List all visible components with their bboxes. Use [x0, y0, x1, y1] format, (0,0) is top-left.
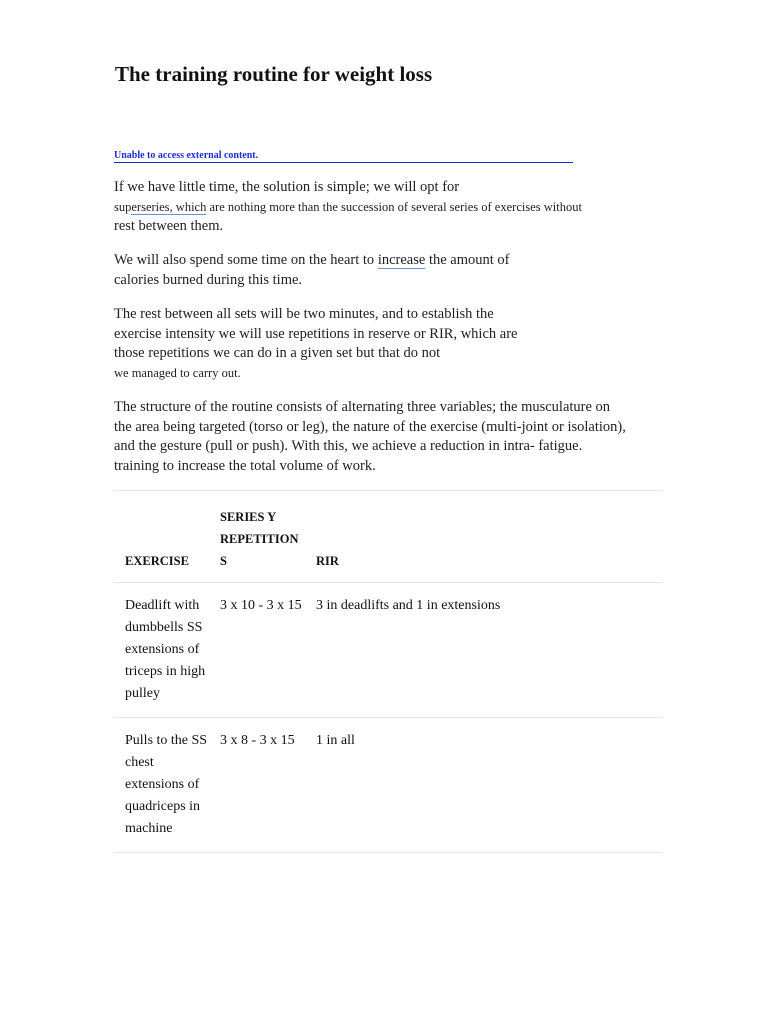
paragraph-line: exercise intensity we will use repetitions in reserve or RIR, which are	[114, 325, 518, 342]
table-row	[114, 583, 662, 718]
cell-rir: 3 in deadlifts and 1 in extensions	[316, 598, 501, 613]
page-title: The training routine for weight loss	[115, 62, 433, 86]
text-fragment: are nothing more than the succession of several series of exercises without	[206, 199, 582, 214]
paragraph-line: the area being targeted (torso or leg), the nature of the exercise (multi-joint or isolation),	[114, 418, 626, 435]
cell-series: 3 x 8 - 3 x 15	[220, 733, 295, 748]
cell-rir: 1 in all	[316, 733, 355, 748]
paragraph-line: and the gesture (pull or push). With this, we achieve a reduction in intra- fatigue.	[114, 438, 583, 454]
cell-exercise: Deadlift with dumbbells SS extensions of triceps in high pulley	[125, 598, 206, 701]
header-line: SERIES Y	[220, 510, 277, 524]
paragraph-line: we managed to carry out.	[114, 365, 241, 380]
spellcheck-underline-superseries: erseries, which	[131, 199, 207, 214]
paragraph-line: If we have little time, the solution is simple; we will opt for	[114, 179, 460, 195]
text-fragment: We will also spend some time on the heart to	[114, 252, 378, 268]
cell-series: 3 x 10 - 3 x 15	[220, 598, 302, 613]
paragraph-line: training to increase the total volume of work.	[114, 457, 376, 474]
table-header-row	[114, 491, 662, 583]
text-fragment: the amount of	[425, 252, 510, 268]
routine-table	[114, 490, 662, 853]
paragraph-structure	[114, 398, 626, 476]
paragraph-line: calories burned during this time.	[114, 271, 303, 288]
paragraph-line: The structure of the routine consists of alternating three variables; the musculature on	[114, 399, 611, 415]
header-line: S	[220, 554, 227, 568]
header-rir: RIR	[316, 554, 339, 568]
paragraph-line: The rest between all sets will be two minutes, and to establish the	[114, 306, 494, 322]
header-line: REPETITION	[220, 532, 299, 546]
text-fragment: sup	[114, 199, 132, 214]
paragraph-line: rest between them.	[114, 218, 224, 234]
header-series-repetitions	[209, 491, 305, 583]
spellcheck-underline-increase: increase	[377, 252, 426, 268]
table-row	[114, 718, 662, 853]
paragraph-supersets	[114, 178, 582, 237]
paragraph-rest-rir	[114, 305, 517, 383]
paragraph-line: those repetitions we can do in a given set but that do not	[114, 345, 441, 361]
paragraph-cardio	[114, 251, 509, 290]
cell-exercise: Pulls to the SS chest extensions of quadriceps in machine	[125, 733, 208, 836]
external-content-link[interactable]: Unable to access external content.	[114, 150, 573, 163]
paragraph-line	[114, 198, 582, 218]
paragraph-line	[114, 251, 509, 271]
header-exercise: EXERCISE	[125, 554, 189, 568]
routine-table-container	[114, 490, 662, 853]
